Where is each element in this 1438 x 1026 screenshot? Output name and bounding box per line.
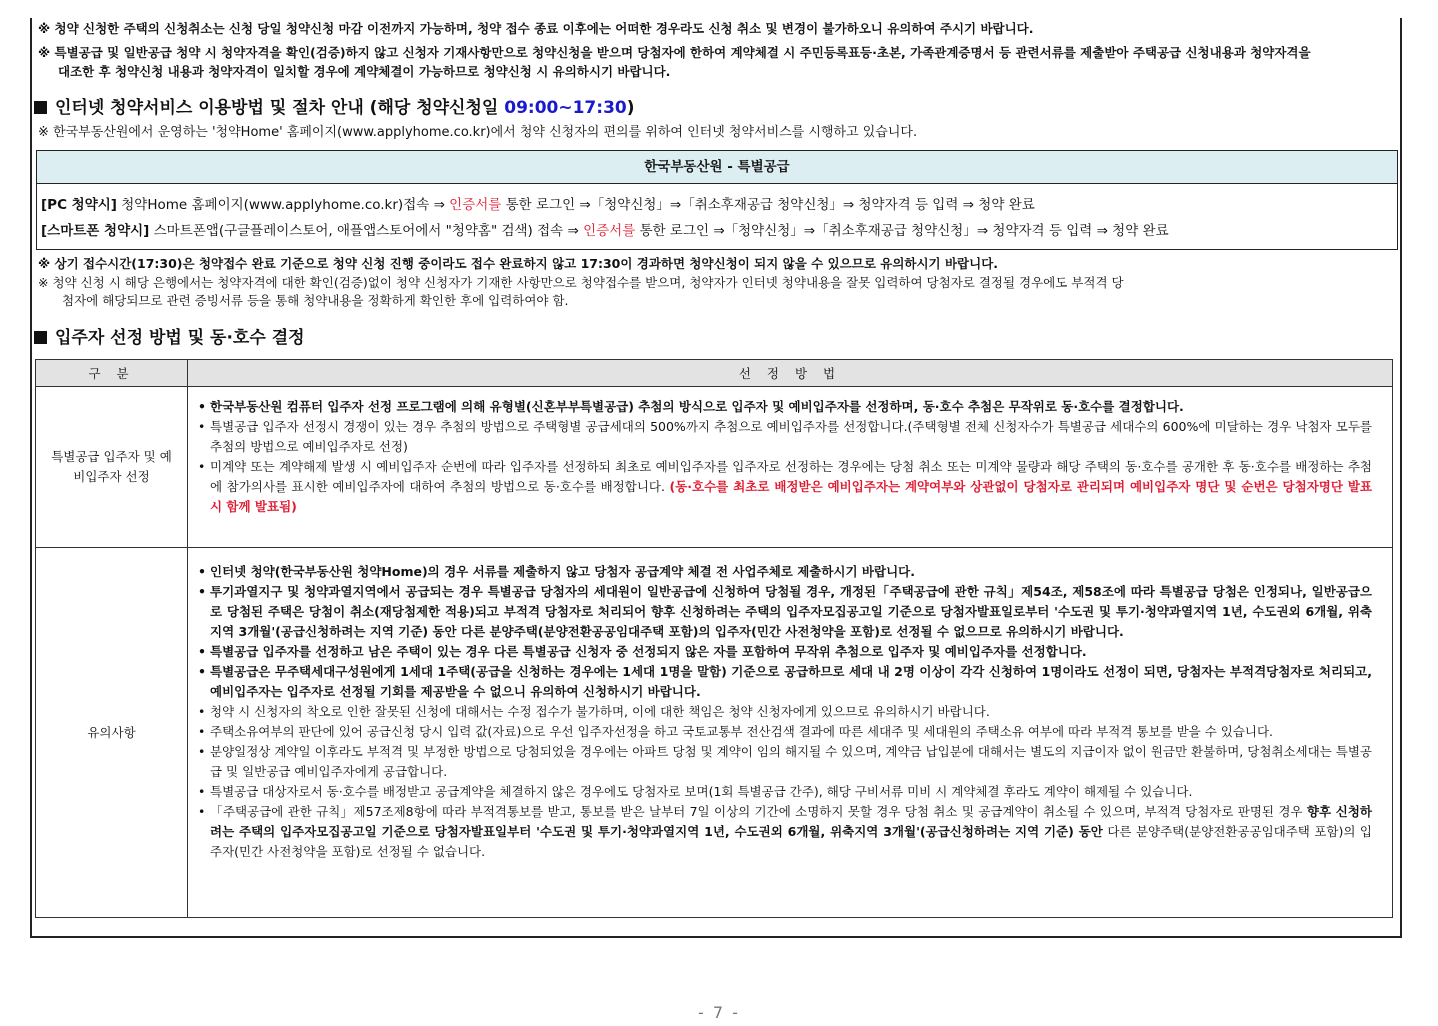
mobile-procedure <box>41 221 1169 241</box>
mobile-step-a: 스마트폰앱(구글플레이스토어, 애플앱스토어에서 "청약홈" 검색) 접속 ⇒ <box>149 223 584 239</box>
list-item <box>198 802 1372 862</box>
selection-table <box>35 359 1393 918</box>
note-verify-1: ※ 특별공급 및 일반공급 청약 시 청약자격을 확인(검증)하지 않고 신청자 기재사항만으로 청약신청을 받으며 당첨자에 한하여 계약체결 시 주민등록표등·초본, 가족관계증명서 등 관련서류를 제출받아 주택공급 신청내용과 청약자격을 <box>38 45 1311 60</box>
col-category-header: 구 분 <box>36 360 188 387</box>
bank-note-2: 첨자에 해당되므로 관련 증빙서류 등을 통해 청약내용을 정확하게 확인한 후에 입력하여야 함. <box>62 293 569 308</box>
list-item: • 주택소유여부의 판단에 있어 공급신청 당시 입력 값(자료)으로 우선 입주자선정을 하고 국토교통부 전산검색 결과에 따른 세대주 및 세대원의 주택소유 여부에 따라 부적격 통보를 받을 수 있습니다. <box>198 722 1372 742</box>
list-item-text-end: 다른 분양주택(분양전환공공임대주택 포함)의 입주자(민간 사전청약을 포함)로 선정될 수 없습니다. <box>210 824 1372 859</box>
row-selection-label <box>36 387 188 548</box>
bank-note-1: ※ 청약 신청 시 해당 은행에서는 청약자격에 대한 확인(검증)없이 청약 신청자가 기재한 사항만으로 청약접수를 받으며, 청약자가 인터넷 청약내용을 잘못 입력하여 당첨자로 결정될 경우에도 부적격 당 <box>38 275 1124 290</box>
list-item-text: 「주택공급에 관한 규칙」제57조제8항에 따라 부적격통보를 받고, 통보를 받은 날부터 7일 이상의 기간에 소명하지 못할 경우 당첨 취소 및 공급계약이 취소될 수 있으며, 부적격 당첨자로 판명된 경우 <box>210 804 1307 819</box>
section2-title-text: 입주자 선정 방법 및 동·호수 결정 <box>55 328 305 348</box>
mobile-step-b: 통한 로그인 ⇒「청약신청」⇒「취소후재공급 청약신청」⇒ 청약자격 등 입력 ⇒ 청약 완료 <box>635 223 1169 239</box>
deadline-note: ※ 상기 접수시간(17:30)은 청약접수 완료 기준으로 청약 신청 진행 중이라도 접수 완료하지 않고 17:30이 경과하면 청약신청이 되지 않을 수 있으므로 유의하시기 바랍니다. <box>38 256 999 271</box>
row-caution-body <box>188 548 1393 918</box>
list-item: • 한국부동산원 컴퓨터 입주자 선정 프로그램에 의해 유형별(신혼부부특별공급) 추첨의 방식으로 입주자 및 예비입주자를 선정하며, 동·호수 추첨은 무작위로 동·호수를 결정합니다. <box>198 397 1372 417</box>
list-item: • 분양일정상 계약일 이후라도 부적격 및 부정한 방법으로 당첨되었을 경우에는 아파트 당첨 및 계약이 임의 해지될 수 있으며, 계약금 납입분에 대해서는 별도의 지급이자 없이 원금만 환불하며, 당첨취소세대는 특별공급 및 일반공급 예비입주자에게 공급합니다. <box>198 742 1372 782</box>
pc-step-b: 통한 로그인 ⇒「청약신청」⇒「취소후재공급 청약신청」⇒ 청약자격 등 입력 ⇒ 청약 완료 <box>501 197 1035 213</box>
apply-time: 09:00~17:30 <box>504 98 627 118</box>
list-item: • 특별공급 입주자를 선정하고 남은 주택이 있는 경우 다른 특별공급 신청자 중 선정되지 않은 자를 포함하여 무작위 추첨으로 입주자 및 예비입주자를 선정합니다. <box>198 642 1372 662</box>
pc-procedure <box>41 195 1035 215</box>
row-selection-body <box>188 387 1393 548</box>
square-bullet-icon <box>34 331 47 344</box>
list-item <box>198 457 1372 517</box>
row-selection-label-text: 특별공급 입주자 및 예비입주자 선정 <box>51 449 172 484</box>
page-number: - 7 - <box>698 1003 740 1022</box>
procedure-box <box>36 150 1398 250</box>
section-internet-title <box>34 96 635 120</box>
section-title-text: 인터넷 청약서비스 이용방법 및 절차 안내 (해당 청약신청일 <box>55 98 505 118</box>
square-bullet-icon <box>34 101 47 114</box>
pc-label: [PC 청약시] <box>41 197 117 213</box>
title-close: ) <box>626 98 635 118</box>
mobile-cert: 인증서를 <box>583 223 636 239</box>
applyhome-note: ※ 한국부동산원에서 운영하는 '청약Home' 홈페이지(www.applyhome.co.kr)에서 청약 신청자의 편의를 위하여 인터넷 청약서비스를 시행하고 있습니다. <box>38 125 918 140</box>
pc-step-a: 청약Home 홈페이지(www.applyhome.co.kr)접속 ⇒ <box>116 197 450 213</box>
list-item: • 특별공급 대상자로서 동·호수를 배정받고 공급계약을 체결하지 않은 경우에도 당첨자로 보며(1회 특별공급 간주), 해당 구비서류 미비 시 계약체결 후라도 계약이 해제될 수 있습니다. <box>198 782 1372 802</box>
mobile-label: [스마트폰 청약시] <box>41 223 150 239</box>
list-item: • 특별공급은 무주택세대구성원에게 1세대 1주택(공급을 신청하는 경우에는 1세대 1명을 말함) 기준으로 공급하므로 세대 내 2명 이상이 각각 신청하여 1명이라도 선정이 되면, 당첨자는 부적격당첨자로 처리되고, 예비입주자는 입주자로 선정될 기회를 제공받을 수 없으니 유의하여 신청하시기 바랍니다. <box>198 662 1372 702</box>
note-verify-2: 대조한 후 청약신청 내용과 청약자격이 일치할 경우에 계약체결이 가능하므로 청약신청 시 유의하시기 바랍니다. <box>58 64 671 79</box>
list-item: • 인터넷 청약(한국부동산원 청약Home)의 경우 서류를 제출하지 않고 당첨자 공급계약 체결 전 사업주체로 제출하시기 바랍니다. <box>198 562 1372 582</box>
pc-cert: 인증서를 <box>449 197 502 213</box>
list-item: • 특별공급 입주자 선정시 경쟁이 있는 경우 추첨의 방법으로 주택형별 공급세대의 500%까지 추첨으로 예비입주자를 선정합니다.(주택형별 전체 신청자수가 특별공급 세대수의 600%에 미달하는 경우 낙첨자 모두를 추첨의 방법으로 예비입주자로 선정) <box>198 417 1372 457</box>
procedure-box-title: 한국부동산원 - 특별공급 <box>37 151 1397 184</box>
section-selection-title <box>34 326 305 350</box>
row-caution-label: 유의사항 <box>36 548 188 918</box>
red-note: (동·호수를 최초로 배정받은 예비입주자는 계약여부와 상관없이 당첨자로 관리되며 예비입주자 명단 및 순번은 당첨자명단 발표 시 함께 발표됨) <box>210 479 1372 514</box>
note-cancel: ※ 청약 신청한 주택의 신청취소는 신청 당일 청약신청 마감 이전까지 가능하며, 청약 접수 종료 이후에는 어떠한 경우라도 신청 취소 및 변경이 불가하오니 유의하여 주시기 바랍니다. <box>38 21 1034 36</box>
list-item: • 투기과열지구 및 청약과열지역에서 공급되는 경우 특별공급 당첨자의 세대원이 일반공급에 신청하여 당첨될 경우, 개정된「주택공급에 관한 규칙」제54조, 제58조에 따라 특별공급 당첨은 인정되나, 일반공급으로 당첨된 주택은 당첨이 취소(재당첨제한 적용)되고 부적격 당첨자로 처리되어 향후 신청하려는 주택의 입주자모집공고일 기준으로 당첨자발표일로부터 '수도권 및 투기·청약과열지역 1년, 수도권외 6개월, 위축지역 3개월'(공급신청하려는 지역 기준) 동안 다른 분양주택(분양전환공공임대주택 포함)의 입주자(민간 사전청약을 포함)로 선정될 수 없으므로 유의하시기 바랍니다. <box>198 582 1372 642</box>
col-method-header: 선 정 방 법 <box>188 360 1393 387</box>
list-item-bold: 향후 신청하려는 주택의 입주자모집공고일 기준으로 당첨자발표일부터 '수도권 및 투기·청약과열지역 1년, 수도권외 6개월, 위축지역 3개월'(공급신청하려는 지역 기준) 동안 <box>210 804 1372 839</box>
list-item-text: 미계약 또는 계약해제 발생 시 예비입주자 순번에 따라 입주자를 선정하되 최초로 예비입주자를 입주자로 선정하는 경우에는 당첨 취소 또는 미계약 물량과 해당 주택의 동·호수를 공개한 후 동·호수를 배정하는 추첨에 참가의사를 표시한 예비입주자에 대하여 추첨의 방법으로 동·호수를 배정합니다. <box>210 459 1372 494</box>
list-item: • 청약 시 신청자의 착오로 인한 잘못된 신청에 대해서는 수정 접수가 불가하며, 이에 대한 책임은 청약 신청자에게 있으므로 유의하시기 바랍니다. <box>198 702 1372 722</box>
